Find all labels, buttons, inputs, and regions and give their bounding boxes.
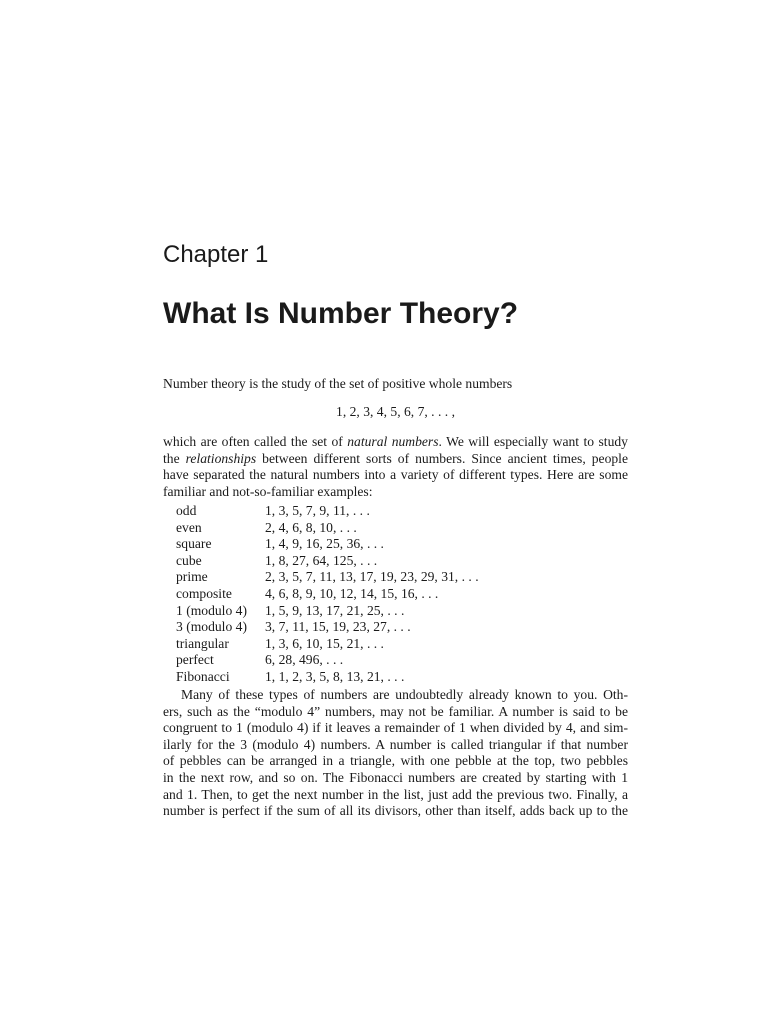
number-type-sequence: 2, 3, 5, 7, 11, 13, 17, 19, 23, 29, 31, . . . (265, 569, 479, 585)
number-type-sequence: 1, 3, 6, 10, 15, 21, . . . (265, 635, 384, 651)
number-type-row (176, 536, 616, 553)
number-type-row (176, 553, 616, 570)
number-type-row (176, 520, 616, 537)
number-type-sequence: 4, 6, 8, 9, 10, 12, 14, 15, 16, . . . (265, 585, 439, 601)
paragraph-explanations (163, 687, 628, 820)
text-run: . We will especially want to study (438, 434, 628, 449)
number-type-sequence: 2, 4, 6, 8, 10, . . . (265, 519, 357, 535)
number-type-name: prime (176, 569, 208, 585)
number-type-sequence: 3, 7, 11, 15, 19, 23, 27, . . . (265, 619, 411, 635)
number-type-name: perfect (176, 652, 214, 668)
paragraph-line: number is perfect if the sum of all its divisors, other than itself, adds back up to the (163, 803, 628, 819)
text-run: which are often called the set of (163, 434, 348, 449)
paragraph-line: congruent to 1 (modulo 4) if it leaves a remainder of 1 when divided by 4, and sim- (163, 720, 628, 736)
paragraph-line: ers, such as the “modulo 4” numbers, may not be familiar. A number is said to be (163, 703, 628, 719)
number-type-row (176, 586, 616, 603)
number-type-sequence: 1, 1, 2, 3, 5, 8, 13, 21, . . . (265, 668, 405, 684)
paragraph-line: of pebbles can be arranged in a triangle, with one pebble at the top, two pebbles (163, 753, 628, 769)
number-type-name: odd (176, 503, 197, 518)
number-types-table (176, 503, 616, 686)
number-type-sequence: 1, 3, 5, 7, 9, 11, . . . (265, 503, 370, 518)
paragraph-line (163, 434, 628, 451)
natural-numbers-display: 1, 2, 3, 4, 5, 6, 7, . . . , (336, 404, 455, 419)
number-type-sequence: 6, 28, 496, . . . (265, 652, 344, 668)
number-type-name: composite (176, 585, 232, 601)
number-type-row (176, 619, 616, 636)
number-type-sequence: 1, 5, 9, 13, 17, 21, 25, . . . (265, 602, 405, 618)
paragraph-line: in the next row, and so on. The Fibonacci numbers are created by starting with 1 (163, 769, 628, 785)
number-type-name: even (176, 519, 202, 535)
paragraph-line: have separated the natural numbers into a variety of different types. Here are some (163, 467, 628, 483)
number-type-row (176, 636, 616, 653)
number-type-name: Fibonacci (176, 668, 230, 684)
paragraph-relationships (163, 434, 628, 500)
number-type-name: square (176, 536, 212, 552)
emphasis-natural-numbers: natural numbers (347, 434, 439, 449)
number-type-row (176, 603, 616, 620)
number-type-name: triangular (176, 635, 229, 651)
number-type-row (176, 503, 616, 520)
chapter-title: What Is Number Theory? (163, 297, 519, 330)
paragraph-line: familiar and not-so-familiar examples: (163, 483, 373, 499)
number-type-row (176, 652, 616, 669)
paragraph-line: ilarly for the 3 (modulo 4) numbers. A number is called triangular if that number (163, 736, 628, 752)
number-type-row (176, 669, 616, 686)
text-run: the (163, 450, 186, 466)
intro-sentence: Number theory is the study of the set of positive whole numbers (163, 376, 513, 391)
number-type-sequence: 1, 8, 27, 64, 125, . . . (265, 552, 378, 568)
chapter-label: Chapter 1 (163, 241, 269, 268)
number-type-row (176, 569, 616, 586)
paragraph-line (163, 451, 628, 468)
paragraph-line: Many of these types of numbers are undoubtedly already known to you. Oth- (181, 687, 628, 702)
text-run: between different sorts of numbers. Since ancient times, people (256, 450, 628, 466)
number-type-name: 3 (modulo 4) (176, 619, 247, 635)
number-type-sequence: 1, 4, 9, 16, 25, 36, . . . (265, 536, 384, 552)
paragraph-line: and 1. Then, to get the next number in the list, just add the previous two. Finally, a (163, 786, 628, 802)
book-page (163, 0, 628, 1024)
number-type-name: 1 (modulo 4) (176, 602, 247, 618)
number-type-name: cube (176, 552, 202, 568)
emphasis-relationships: relationships (185, 450, 257, 466)
